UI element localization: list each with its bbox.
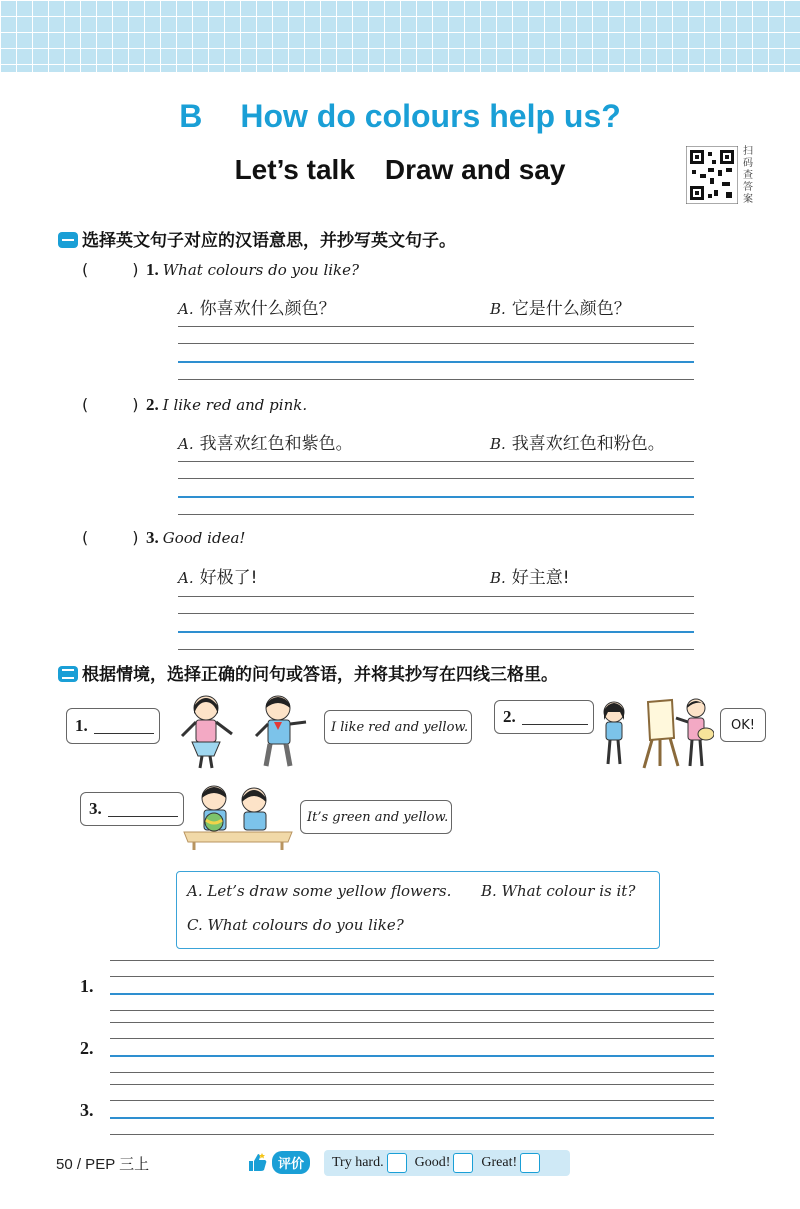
answer-writing-lines[interactable] [110, 1022, 714, 1078]
checkbox[interactable] [520, 1153, 540, 1173]
option-a: A. 你喜欢什么颜色？ [178, 299, 336, 319]
section2-title-text: 根据情境，选择正确的问句或答语，并将其抄写在四线三格里。 [82, 665, 558, 685]
option-b: B. 它是什么颜色？ [490, 299, 631, 319]
question-number: 3. [146, 528, 159, 547]
question-text: Good idea! [162, 529, 246, 547]
answer-blank[interactable] [522, 710, 588, 725]
scene3-ball-illustration [180, 782, 296, 852]
answer-number: 3. [80, 1100, 94, 1120]
scene2-painting-illustration [598, 694, 714, 770]
scene3-question-bubble[interactable] [80, 792, 184, 826]
answer-paren[interactable]: ( ) [82, 528, 139, 547]
option-a: A. 好极了! [178, 568, 258, 588]
page-number: 50 / PEP 三上 [56, 1156, 150, 1173]
section1-title [58, 226, 456, 251]
scene2-reply-bubble [720, 708, 766, 742]
question-3 [82, 528, 245, 548]
scene1-reply-bubble [324, 710, 472, 744]
evaluation-badge [246, 1150, 318, 1174]
scene1-children-illustration [174, 692, 324, 772]
question-text: I like red and pink. [162, 396, 308, 414]
scene-number: 1. [75, 716, 88, 735]
answer-paren[interactable]: ( ) [82, 395, 139, 414]
eval-try-hard[interactable]: Try hard. [332, 1153, 407, 1173]
options-box [176, 871, 660, 949]
lesson-title-right: Draw and say [384, 154, 566, 185]
scene-number: 2. [503, 707, 516, 726]
scene3-reply-bubble [300, 800, 452, 834]
option-b: B. 我喜欢红色和粉色。 [490, 434, 665, 454]
section2-title [58, 660, 558, 685]
evaluation-bar [324, 1150, 570, 1176]
option-a: A. 我喜欢红色和紫色。 [178, 434, 353, 454]
option-b: B. 好主意! [490, 568, 570, 588]
answer-blank[interactable] [108, 802, 178, 817]
qr-code-icon[interactable] [686, 146, 738, 204]
scene1-question-bubble[interactable] [66, 708, 160, 744]
answer-number: 2. [80, 1038, 94, 1058]
checkbox[interactable] [453, 1153, 473, 1173]
lesson-title [0, 154, 800, 186]
option-b-text: B. What colour is it? [481, 882, 636, 900]
thumbs-up-icon [246, 1151, 268, 1173]
question-1 [82, 260, 359, 280]
qr-label: 扫码查答案 [743, 146, 753, 205]
scene-reply-text: It’s green and yellow. [307, 809, 449, 825]
scene-number: 3. [89, 799, 102, 818]
scene2-question-bubble[interactable] [494, 700, 594, 734]
question-number: 1. [146, 260, 159, 279]
option-c-text: C. What colours do you like? [187, 916, 404, 934]
option-a-text: A. Let’s draw some yellow flowers. [187, 882, 452, 900]
section1-badge-icon [58, 232, 78, 248]
unit-letter: B [179, 98, 203, 134]
scene-reply-text: I like red and yellow. [331, 719, 469, 735]
writing-lines[interactable] [178, 326, 694, 382]
eval-good[interactable]: Good! [415, 1153, 474, 1173]
evaluation-label: 评价 [272, 1151, 310, 1174]
answer-blank[interactable] [94, 719, 154, 734]
answer-writing-lines[interactable] [110, 1084, 714, 1140]
checkbox[interactable] [387, 1153, 407, 1173]
question-text: What colours do you like? [162, 261, 360, 279]
unit-title [0, 98, 800, 135]
header-grid-band [0, 0, 800, 72]
unit-title-text: How do colours help us? [240, 98, 621, 134]
answer-writing-lines[interactable] [110, 960, 714, 1016]
eval-great[interactable]: Great! [481, 1153, 540, 1173]
writing-lines[interactable] [178, 461, 694, 517]
answer-number: 1. [80, 976, 94, 996]
question-number: 2. [146, 395, 159, 414]
section2-badge-icon [58, 666, 78, 682]
question-2 [82, 395, 307, 415]
answer-paren[interactable]: ( ) [82, 260, 139, 279]
scene-reply-text: OK! [731, 717, 755, 733]
section1-title-text: 选择英文句子对应的汉语意思，并抄写英文句子。 [82, 231, 456, 251]
lesson-title-left: Let’s talk [234, 154, 355, 185]
writing-lines[interactable] [178, 596, 694, 652]
